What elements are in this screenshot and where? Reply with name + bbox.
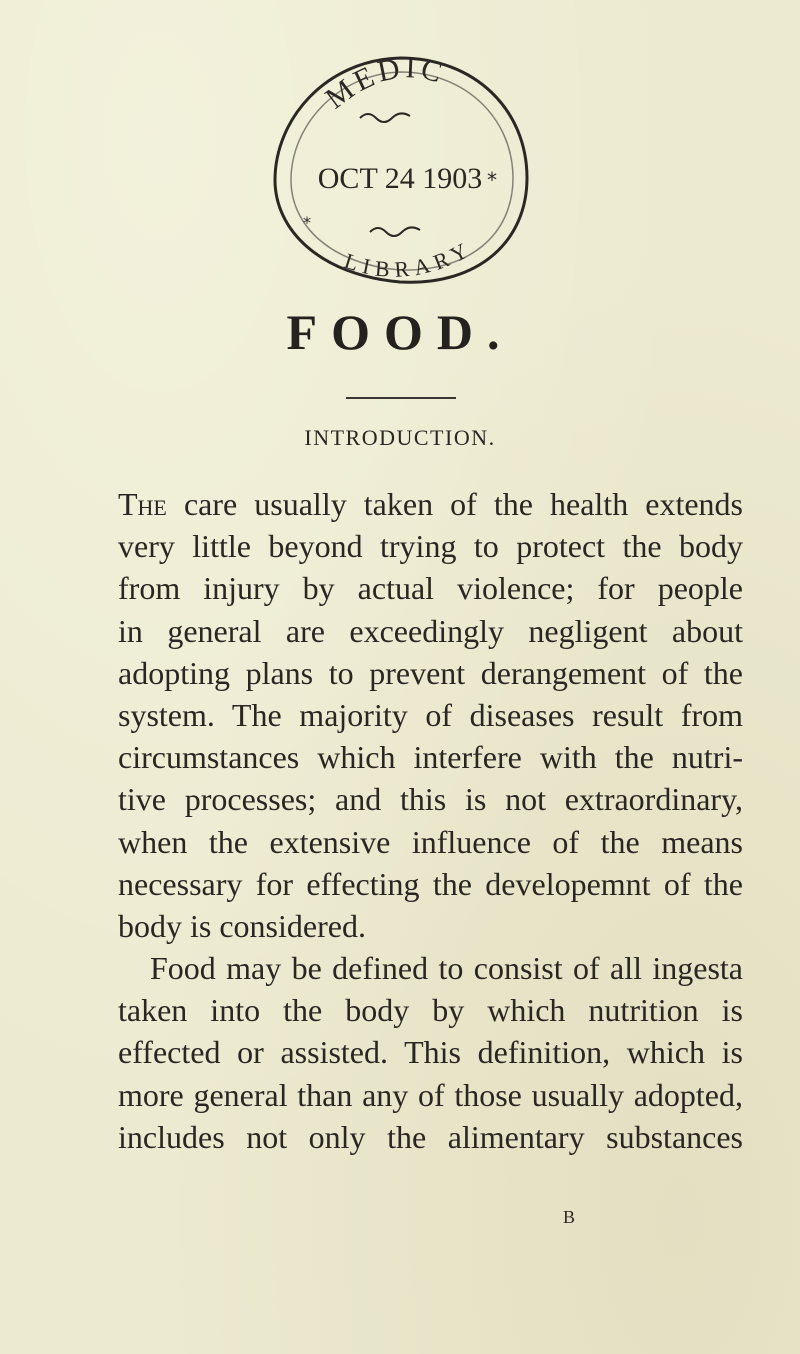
drop-word: The [118, 486, 167, 522]
paragraph-line: in general are exceedingly negligent about [118, 612, 743, 649]
paragraph-line: from injury by actual violence; for people [118, 570, 743, 607]
paragraph-line: The care usually taken of the health extends [118, 486, 743, 522]
paragraph-line: tive processes; and this is not extraordinary, [118, 781, 743, 818]
title-divider [346, 397, 456, 399]
section-heading: INTRODUCTION. [304, 425, 496, 450]
paragraph-line: when the extensive influence of the means [118, 823, 743, 860]
stamp-bottom-text: LIBRARY [341, 235, 478, 283]
library-stamp-graphic [265, 50, 535, 300]
page-title: FOOD. [286, 304, 514, 360]
stamp-top-text: MEDIC [319, 50, 450, 116]
paragraph-line: includes not only the alimentary substances [118, 1118, 743, 1155]
library-stamp [265, 50, 535, 300]
paragraph-line: taken into the body by which nutrition is [118, 992, 743, 1029]
paragraph-line: system. The majority of diseases result from [118, 696, 743, 733]
paragraph-line: body is considered. [118, 907, 366, 944]
paragraph-line: circumstances which interfere with the nutri- [118, 739, 743, 776]
paragraph-line: Food may be defined to consist of all ingesta [150, 950, 743, 987]
paragraph-line: more general than any of those usually adopted, [118, 1076, 743, 1113]
svg-text:*: * [487, 168, 497, 192]
paragraph-line: effected or assisted. This definition, which is [118, 1034, 743, 1071]
paragraph-line: necessary for effecting the developemnt of the [118, 865, 743, 902]
stamp-date: OCT 24 1903 [317, 162, 483, 195]
signature-mark: B [563, 1207, 576, 1227]
paragraph-line: very little beyond trying to protect the body [118, 528, 743, 565]
paragraph-line: adopting plans to prevent derangement of the [118, 654, 743, 691]
body-text [118, 483, 743, 1158]
svg-text:*: * [303, 213, 311, 232]
